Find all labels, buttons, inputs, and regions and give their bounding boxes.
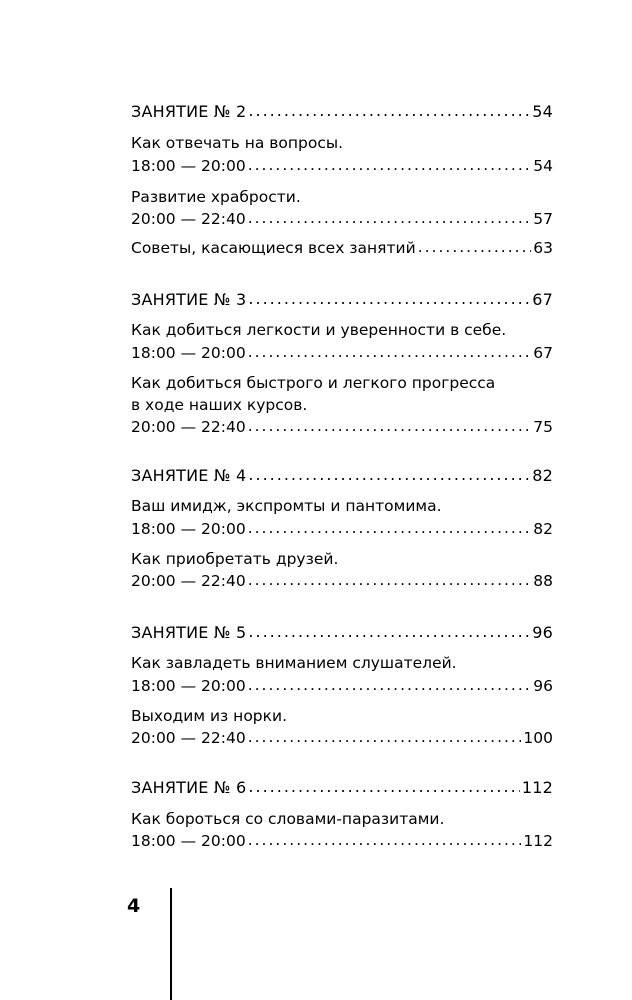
toc-page-number: 67 xyxy=(533,344,553,362)
toc-entry-lesson-5-2[interactable] xyxy=(131,727,553,749)
toc-page-number: 112 xyxy=(521,778,553,797)
toc-page-number: 67 xyxy=(532,290,553,309)
toc-entry-time: 18:00 — 20:00 xyxy=(131,677,246,695)
toc-entry-time: 18:00 — 20:00 xyxy=(131,520,246,538)
leader-dots xyxy=(248,464,530,486)
toc-entry-title: Как завладеть вниманием слушателей. xyxy=(131,654,457,672)
toc-entry-title: Как добиться быстрого и легкого прогресса xyxy=(131,374,496,392)
leader-dots xyxy=(248,569,532,591)
toc-heading-title: ЗАНЯТИЕ № 4 xyxy=(131,466,247,485)
toc-entry-time: 20:00 — 22:40 xyxy=(131,572,246,590)
toc-page-number: 63 xyxy=(533,239,553,257)
leader-dots xyxy=(418,236,532,258)
toc-entry-lesson-5-1[interactable] xyxy=(131,675,553,697)
page-number: 4 xyxy=(127,895,141,917)
toc-heading-lesson-5[interactable] xyxy=(131,622,553,644)
toc-heading-lesson-4[interactable] xyxy=(131,465,553,487)
toc-entry-title-cont: в ходе наших курсов. xyxy=(131,396,308,414)
toc-entry-lesson-2-2[interactable] xyxy=(131,208,553,230)
leader-dots xyxy=(248,621,530,643)
vertical-rule xyxy=(170,888,172,1000)
toc-entry-title: Как отвечать на вопросы. xyxy=(131,134,344,152)
toc-page-number: 82 xyxy=(533,520,553,538)
toc-heading-title: ЗАНЯТИЕ № 6 xyxy=(131,778,247,797)
toc-entry-lesson-4-1[interactable] xyxy=(131,518,553,540)
toc-entry-title: Как приобретать друзей. xyxy=(131,550,339,568)
leader-dots xyxy=(248,207,532,229)
toc-page-number: 54 xyxy=(532,102,553,121)
toc-entry-title: Советы, касающиеся всех занятий xyxy=(131,239,416,257)
toc-page-number: 75 xyxy=(533,418,553,436)
toc-entry-title: Развитие храбрости. xyxy=(131,188,301,206)
toc-entry-time: 18:00 — 20:00 xyxy=(131,344,246,362)
toc-page-number: 96 xyxy=(532,623,553,642)
leader-dots xyxy=(248,288,530,310)
toc-page-number: 54 xyxy=(533,157,553,175)
leader-dots xyxy=(248,726,522,748)
toc-heading-title: ЗАНЯТИЕ № 3 xyxy=(131,290,247,309)
toc-page-number: 96 xyxy=(533,677,553,695)
toc-entry-time: 20:00 — 22:40 xyxy=(131,210,246,228)
leader-dots xyxy=(248,100,530,122)
toc-entry-lesson-2-1[interactable] xyxy=(131,155,553,177)
toc-heading-lesson-6[interactable] xyxy=(131,777,553,799)
toc-page-number: 100 xyxy=(523,729,553,747)
toc-entry-title: Ваш имидж, экспромты и пантомима. xyxy=(131,497,442,515)
toc-heading-title: ЗАНЯТИЕ № 2 xyxy=(131,102,247,121)
toc-entry-title: Как добиться легкости и уверенности в себе. xyxy=(131,321,507,339)
toc-entry-lesson-6-1[interactable] xyxy=(131,830,553,852)
toc-page-number: 82 xyxy=(532,466,553,485)
leader-dots xyxy=(248,517,532,539)
toc-entry-time: 20:00 — 22:40 xyxy=(131,729,246,747)
leader-dots xyxy=(248,415,532,437)
toc-entry-time: 20:00 — 22:40 xyxy=(131,418,246,436)
toc-entry-lesson-3-2[interactable] xyxy=(131,416,553,438)
toc-heading-lesson-3[interactable] xyxy=(131,289,553,311)
toc-page-number: 112 xyxy=(523,832,553,850)
toc-entry-lesson-2-3[interactable] xyxy=(131,237,553,259)
toc-entry-title: Как бороться со словами-паразитами. xyxy=(131,810,445,828)
leader-dots xyxy=(248,776,519,798)
toc-page-number: 88 xyxy=(533,572,553,590)
toc-entry-lesson-4-2[interactable] xyxy=(131,570,553,592)
toc-entry-time: 18:00 — 20:00 xyxy=(131,832,246,850)
leader-dots xyxy=(248,674,532,696)
toc-entry-title: Выходим из норки. xyxy=(131,707,287,725)
toc-entry-time: 18:00 — 20:00 xyxy=(131,157,246,175)
toc-entry-lesson-3-1[interactable] xyxy=(131,342,553,364)
toc-heading-lesson-2[interactable] xyxy=(131,101,553,123)
toc-heading-title: ЗАНЯТИЕ № 5 xyxy=(131,623,247,642)
leader-dots xyxy=(248,829,522,851)
leader-dots xyxy=(248,341,532,363)
leader-dots xyxy=(248,154,532,176)
toc-page-number: 57 xyxy=(533,210,553,228)
